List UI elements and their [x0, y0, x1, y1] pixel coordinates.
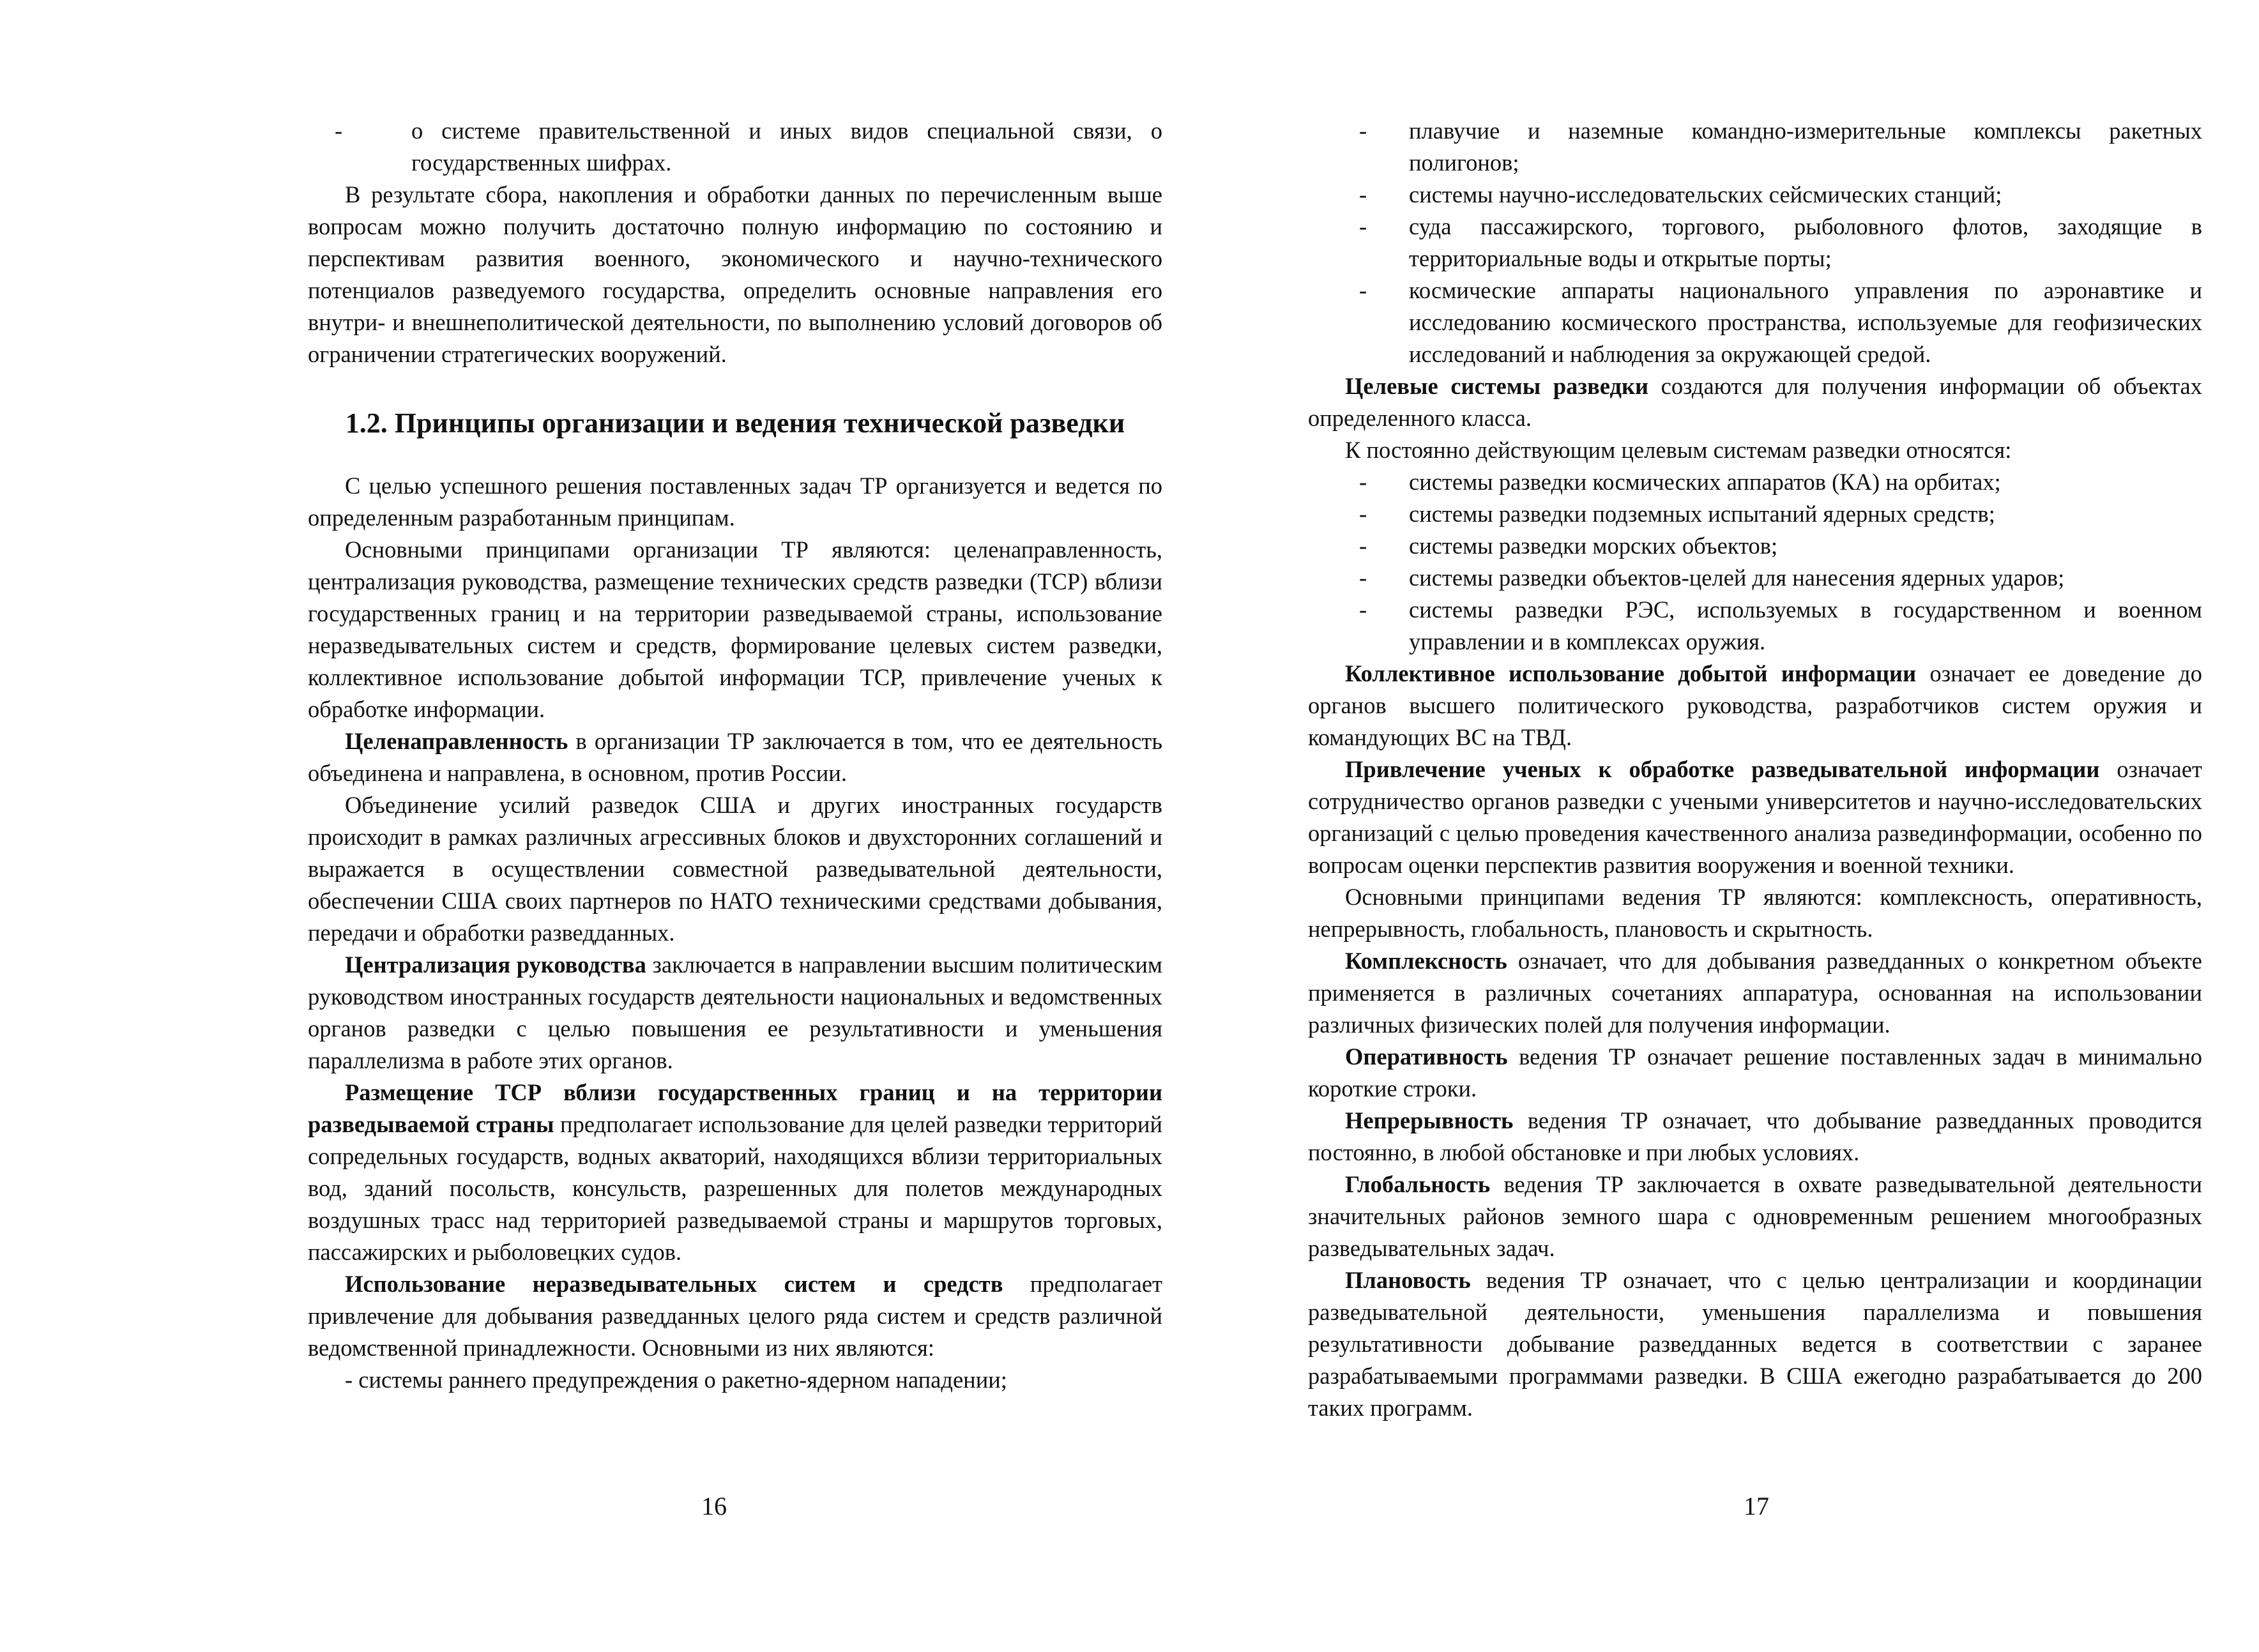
bullet-dash: -	[1359, 277, 1367, 303]
text-scientists: означает сотрудничество органов разведки с учеными университетов и научно-исследовательских организаций с целью проведения качественного анализа развединформации, особенно по вопросам оценки перспектив развития вооружения и военной техники.	[1308, 756, 2203, 878]
list-item-text: системы разведки подземных испытаний ядерных средств;	[1409, 501, 1995, 527]
section-title: 1.2. Принципы организации и ведения технической разведки	[345, 407, 1125, 439]
bullet-dash: -	[1359, 181, 1367, 208]
text-nonintel: предполагает привлечение для добывания разведданных целого ряда систем и средств различной ведомственной принадлежности. Основными из них являются:	[308, 1271, 1162, 1361]
term-purpose: Целенаправленность	[345, 728, 568, 754]
list-item	[1308, 530, 2202, 562]
list-item-text: системы научно-исследовательских сейсмических станций;	[1409, 181, 2002, 208]
paragraph-target	[1308, 370, 2202, 434]
page-number-left: 16	[701, 1492, 727, 1520]
list-item	[1308, 466, 2202, 498]
paragraph-conduct: Основными принципами ведения ТР являются: комплексность, оперативность, непрерывность, глобальность, плановость и скрытность.	[1308, 884, 2202, 942]
list-item-text: суда пассажирского, торгового, рыболовного флотов, заходящие в территориальные воды и открытые порты;	[1409, 213, 2202, 271]
term-target: Целевые системы разведки	[1345, 373, 1649, 399]
list-item-text: системы разведки морских объектов;	[1409, 533, 1778, 559]
paragraph-complex	[1308, 945, 2202, 1041]
text-purpose: в организации ТР заключается в том, что ее деятельность объединена и направлена, в основном, против России.	[308, 728, 1162, 786]
bullet-dash: -	[1359, 565, 1367, 591]
term-complex: Комплексность	[1345, 948, 1507, 974]
paragraph-planned	[1308, 1264, 2202, 1424]
list-item-text: о системе правительственной и иных видов специальной связи, о государственных шифрах.	[411, 117, 1162, 176]
list-item	[308, 115, 1162, 179]
paragraph-purpose	[308, 725, 1162, 789]
bullet-dash: -	[1359, 213, 1367, 239]
term-placement: Размещение ТСР вблизи государственных границ и на территории разведываемой страны	[308, 1079, 1162, 1137]
term-central: Централизация руководства	[345, 951, 646, 978]
paragraph-summary: В результате сбора, накопления и обработки данных по перечисленным выше вопросам можно получить достаточно полную информацию по состоянию и перспективам развития военного, экономического и научно-технического потенциалов разведуемого государства, определить основные направления его внутри- и внешнеполитической деятельности, по выполнению условий договоров об ограничении стратегических вооружений.	[308, 181, 1162, 367]
text-planned: ведения ТР означает, что с целью централизации и координации разведывательной деятельности, уменьшения параллелизма и повышения результативности добывание разведданных ведется в соответствии с заранее разрабатываемыми программами разведки. В США ежегодно разрабатывается до 200 таких программ.	[1308, 1267, 2202, 1421]
text-placement: предполагает использование для целей разведки территорий сопредельных государств, водных акваторий, находящихся вблизи территориальных вод, зданий посольств, консульств, разрешенных для полетов международных воздушных трасс над территорией разведываемой страны и маршрутов торговых, пассажирских и рыболовецких судов.	[308, 1111, 1162, 1265]
list-item-text: плавучие и наземные командно-измерительные комплексы ракетных полигонов;	[1409, 117, 2202, 176]
term-continuous: Непрерывность	[1345, 1107, 1514, 1133]
bullet-dash: -	[1359, 501, 1367, 527]
text-continuous: ведения ТР означает, что добывание разведданных проводится постоянно, в любой обстановке и при любых условиях.	[1308, 1107, 2202, 1165]
paragraph-collective	[1308, 658, 2202, 754]
list-item	[1308, 115, 2202, 179]
paragraph-permanent: К постоянно действующим целевым системам разведки относятся:	[1345, 437, 2012, 463]
list-item	[1308, 211, 2202, 275]
term-global: Глобальность	[1345, 1171, 1491, 1197]
left-page	[308, 115, 1162, 1396]
paragraph-scientists	[1308, 754, 2202, 881]
list-item	[1308, 562, 2202, 594]
text-operative: ведения ТР означает решение поставленных задач в минимально короткие строки.	[1308, 1043, 2202, 1102]
text-central: заключается в направлении высшим политическим руководством иностранных государств деятельности национальных и ведомственных органов разведки с целью повышения ее результативности и уменьшения параллелизма в работе этих органов.	[308, 951, 1162, 1073]
bullet-dash: -	[1359, 533, 1367, 559]
list-item-text: системы разведки РЭС, используемых в государственном и военном управлении и в комплексах оружия.	[1409, 596, 2202, 655]
paragraph-operative	[1308, 1041, 2202, 1105]
right-page	[1308, 115, 2202, 1424]
list-item: - системы раннего предупреждения о ракетно-ядерном нападении;	[345, 1367, 1007, 1393]
page-number-right: 17	[1744, 1492, 1769, 1520]
text-complex: означает, что для добывания разведданных о конкретном объекте применяется в различных сочетаниях аппаратура, основанная на использовании различных физических полей для получения информации.	[1308, 948, 2202, 1038]
paragraph-principles: Основными принципами организации ТР являются: целенаправленность, централизация руководства, размещение технических средств разведки (ТСР) вблизи государственных границ и на территории разведываемой страны, использование неразведывательных систем и средств, формирование целевых систем разведки, коллективное использование добытой информации ТСР, привлечение ученых к обработке информации.	[308, 536, 1162, 722]
paragraph-continuous	[1308, 1105, 2202, 1169]
list-item-text: системы разведки космических аппаратов (КА) на орбитах;	[1409, 469, 2001, 495]
list-item	[1308, 498, 2202, 530]
list-item	[1308, 179, 2202, 211]
text-global: ведения ТР заключается в охвате разведывательной деятельности значительных районов земного шара с одновременным решением многообразных разведывательных задач.	[1308, 1171, 2202, 1261]
term-planned: Плановость	[1345, 1267, 1471, 1293]
paragraph-nonintel	[308, 1268, 1162, 1364]
paragraph-central	[308, 949, 1162, 1077]
term-nonintel: Использование неразведывательных систем и средств	[345, 1271, 1003, 1297]
list-item-text: космические аппараты национального управления по аэронавтике и исследованию космического пространства, используемые для геофизических исследований и наблюдения за окружающей средой.	[1409, 277, 2202, 367]
term-scientists: Привлечение ученых к обработке разведывательной информации	[1345, 756, 2100, 782]
term-collective: Коллективное использование добытой информации	[1345, 660, 1917, 686]
list-item	[1308, 275, 2202, 370]
term-operative: Оперативность	[1345, 1043, 1508, 1070]
bullet-dash: -	[1359, 469, 1367, 495]
paragraph-placement	[308, 1077, 1162, 1268]
list-item	[1308, 594, 2202, 658]
text-target: создаются для получения информации об объектах определенного класса.	[1308, 373, 2202, 431]
paragraph-union: Объединение усилий разведок США и других иностранных государств происходит в рамках различных агрессивных блоков и двухсторонних соглашений и выражается в осуществлении совместной разведывательной деятельности, обеспечении США своих партнеров по НАТО техническими средствами добывания, передачи и обработки разведданных.	[308, 792, 1162, 946]
list-item-text: системы разведки объектов-целей для нанесения ядерных ударов;	[1409, 565, 2065, 591]
bullet-dash: -	[335, 117, 343, 144]
paragraph-intro: С целью успешного решения поставленных задач ТР организуется и ведется по определенным разработанным принципам.	[308, 473, 1162, 531]
bullet-dash: -	[1359, 117, 1367, 144]
text-collective: означает ее доведение до органов высшего политического руководства, разработчиков систем оружия и командующих ВС на ТВД.	[1308, 660, 2202, 750]
paragraph-global	[1308, 1169, 2202, 1264]
bullet-dash: -	[1359, 596, 1367, 623]
